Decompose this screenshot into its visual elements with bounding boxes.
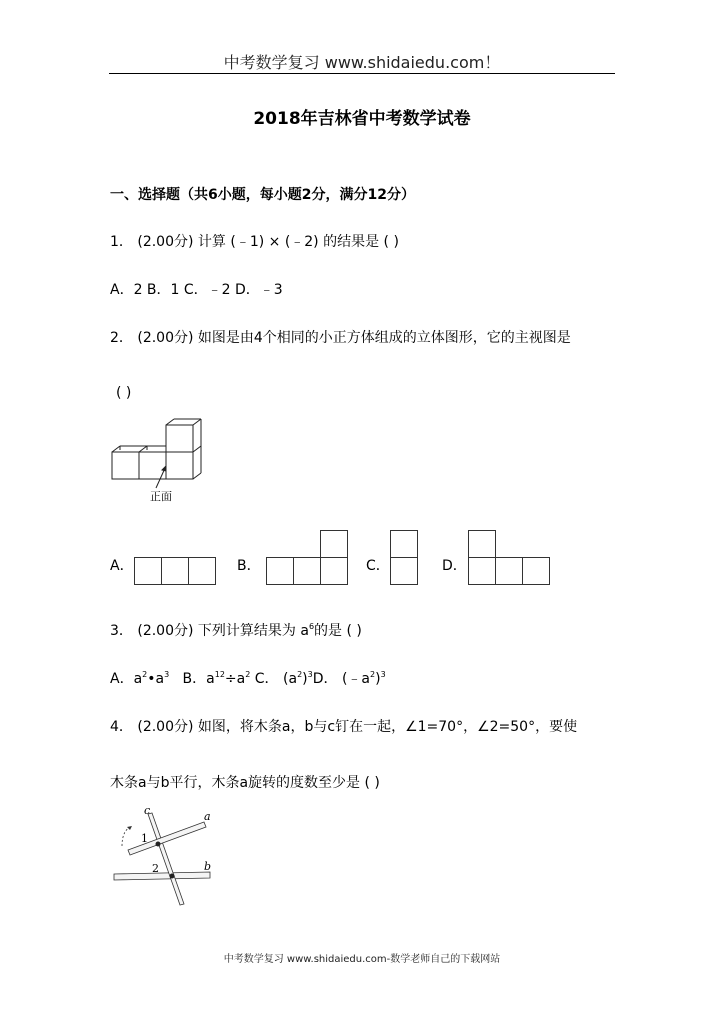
q3-stem: 3． (2.00分) 下列计算结果为 $a^6$的是 ( ) (110, 622, 362, 639)
header-rule (109, 73, 615, 74)
q3-option-a: A．$a^2•a^3$ (110, 670, 170, 687)
q2-option-a-label: A． (110, 558, 134, 574)
q4-stem-line1: 4． (2.00分) 如图，将木条a，b与c钉在一起，∠1=70°，∠2=50°，要使 (110, 719, 578, 735)
q3-option-c: C． $(a^2)^3$ (254, 670, 313, 687)
q4-label-b: b (204, 860, 212, 873)
q4-strips-figure (108, 806, 216, 908)
page-footer: 中考数学复习 www.shidaiedu.com-数学老师自己的下载网站 (223, 954, 501, 965)
q3-options (110, 668, 386, 688)
q1-stem: 1． (2.00分) 计算 (﹣1) × (﹣2) 的结果是 ( ) (110, 234, 399, 250)
q3-option-b: B．$a^{12}\div a^2$ (182, 670, 251, 687)
q2-stem: 2． (2.00分) 如图是由4个相同的小正方体组成的立体图形，它的主视图是 (110, 330, 571, 346)
q4-stem-line2: 木条a与b平行，木条a旋转的度数至少是 ( ) (110, 775, 380, 791)
q2-option-b-label: B． (237, 558, 261, 574)
q2-option-d-label: D． (442, 558, 467, 574)
q2-cube-figure (108, 418, 218, 508)
q3-option-d: D． $(﹣a^2)^3$ (312, 670, 386, 687)
page-header: 中考数学复习 www.shidaiedu.com！ (223, 53, 501, 72)
q4-label-a: a (204, 810, 211, 823)
q4-angle-2: 2 (152, 862, 159, 875)
section-heading: 一、选择题（共6小题，每小题2分，满分12分） (110, 187, 415, 203)
q1-options: A．2 B．1 C．﹣2 D．﹣3 (110, 282, 283, 298)
q4-angle-1: 1 (141, 832, 148, 845)
q2-figure-label: 正面 (150, 490, 172, 503)
q2-option-c-label: C． (366, 558, 390, 574)
q2-paren: ( ) (116, 385, 132, 401)
q4-label-c: c (144, 806, 151, 817)
exam-title: 2018年吉林省中考数学试卷 (253, 109, 471, 129)
